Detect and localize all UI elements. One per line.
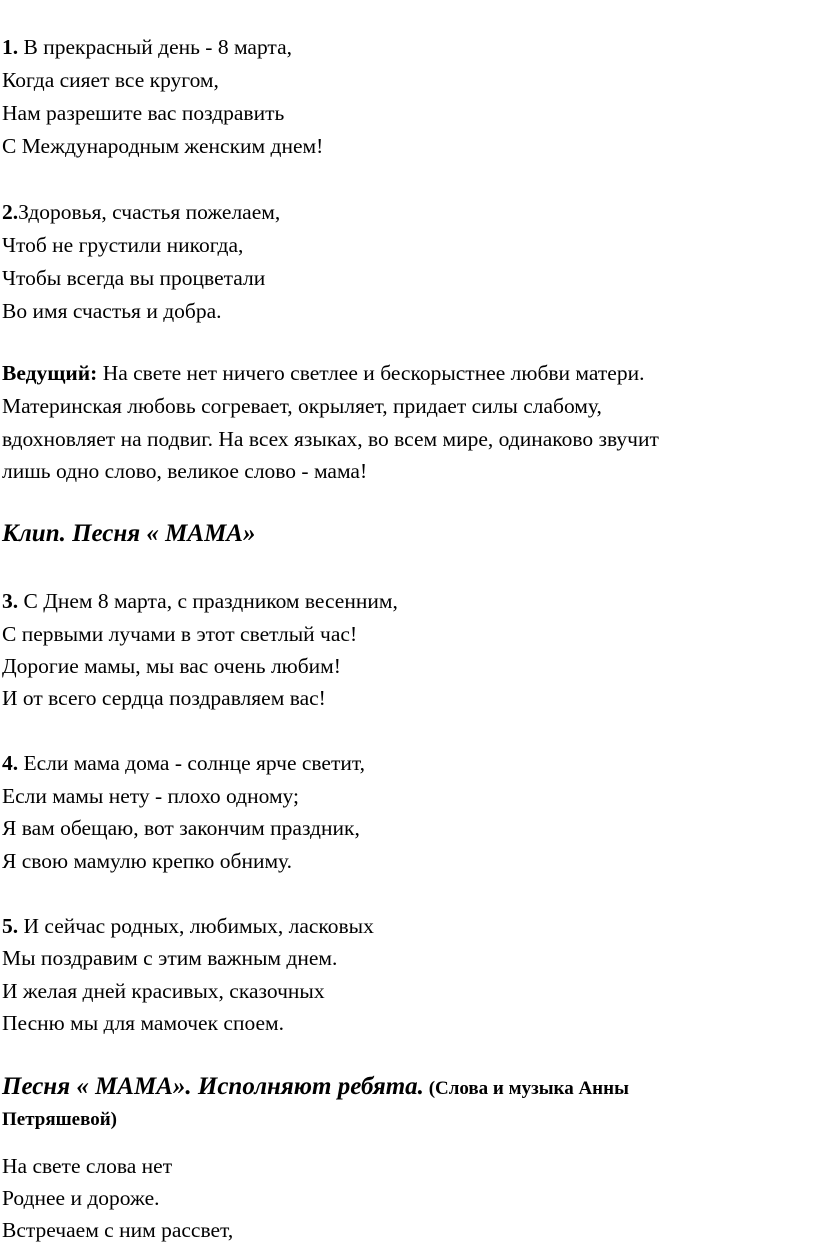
stanza-4-line-3: Я вам обещаю, вот закончим праздник,: [2, 816, 360, 840]
host-line-1: [2, 360, 644, 386]
stanza-3-line-2: С первыми лучами в этот светлый час!: [2, 622, 358, 646]
stanza-2-line-1: [2, 199, 280, 225]
stanza-1-line-2: Когда сияет все кругом,: [2, 68, 219, 92]
song-credit-start: (Слова и музыка Анны: [423, 1078, 629, 1099]
host-line-3: вдохновляет на подвиг. На всех языках, во всем мире, одинаково звучит: [2, 427, 659, 451]
stanza-4-number: 4.: [2, 751, 19, 775]
stanza-2-line-1-text: Здоровья, счастья пожелаем,: [18, 200, 281, 224]
song-lyric-line-2: Роднее и дороже.: [2, 1186, 160, 1210]
song-credit-end: Петряшевой): [2, 1109, 118, 1130]
stanza-1-line-1: [2, 34, 292, 60]
stanza-1-number: 1.: [2, 35, 19, 59]
stanza-2-line-3: Чтобы всегда вы процветали: [2, 266, 266, 290]
song-lyric-line-1: На свете слова нет: [2, 1154, 173, 1178]
stanza-5-line-3: И желая дней красивых, сказочных: [2, 979, 325, 1003]
stanza-5-line-1-text: И сейчас родных, любимых, ласковых: [18, 914, 374, 938]
stanza-3-line-3: Дорогие мамы, мы вас очень любим!: [2, 654, 341, 678]
stanza-4-line-1-text: Если мама дома - солнце ярче светит,: [18, 751, 366, 775]
stanza-5-line-1: [2, 913, 374, 939]
song-heading-title: Песня « МАМА». Исполняют ребята.: [2, 1073, 424, 1100]
stanza-3-line-1-text: С Днем 8 марта, с праздником весенним,: [18, 589, 398, 613]
stanza-1-line-3: Нам разрешите вас поздравить: [2, 101, 285, 125]
host-line-4: лишь одно слово, великое слово - мама!: [2, 459, 368, 483]
stanza-5-line-4: Песню мы для мамочек споем.: [2, 1011, 285, 1035]
stanza-3-line-4: И от всего сердца поздравляем вас!: [2, 686, 326, 710]
stanza-3-line-1: [2, 588, 398, 614]
song-lyric-line-3: Встречаем с ним рассвет,: [2, 1218, 234, 1242]
stanza-3-number: 3.: [2, 589, 19, 613]
stanza-1-line-4: С Международным женским днем!: [2, 134, 324, 158]
stanza-4-line-4: Я свою мамулю крепко обниму.: [2, 849, 293, 873]
stanza-4-line-1: [2, 750, 365, 776]
host-label: Ведущий:: [2, 361, 98, 385]
stanza-5-line-2: Мы поздравим с этим важным днем.: [2, 946, 338, 970]
stanza-4-line-2: Если мамы нету - плохо одному;: [2, 784, 300, 808]
stanza-1-line-1-text: В прекрасный день - 8 марта,: [18, 35, 292, 59]
song-heading: [2, 1072, 629, 1104]
host-line-2: Материнская любовь согревает, окрыляет, придает силы слабому,: [2, 394, 602, 418]
clip-heading: Клип. Песня « МАМА»: [2, 520, 256, 547]
stanza-2-number: 2.: [2, 200, 19, 224]
stanza-2-line-2: Чтоб не грустили никогда,: [2, 233, 244, 257]
host-line-1-text: На свете нет ничего светлее и бескорыстнее любви матери.: [97, 361, 645, 385]
stanza-2-line-4: Во имя счастья и добра.: [2, 299, 222, 323]
stanza-5-number: 5.: [2, 914, 19, 938]
